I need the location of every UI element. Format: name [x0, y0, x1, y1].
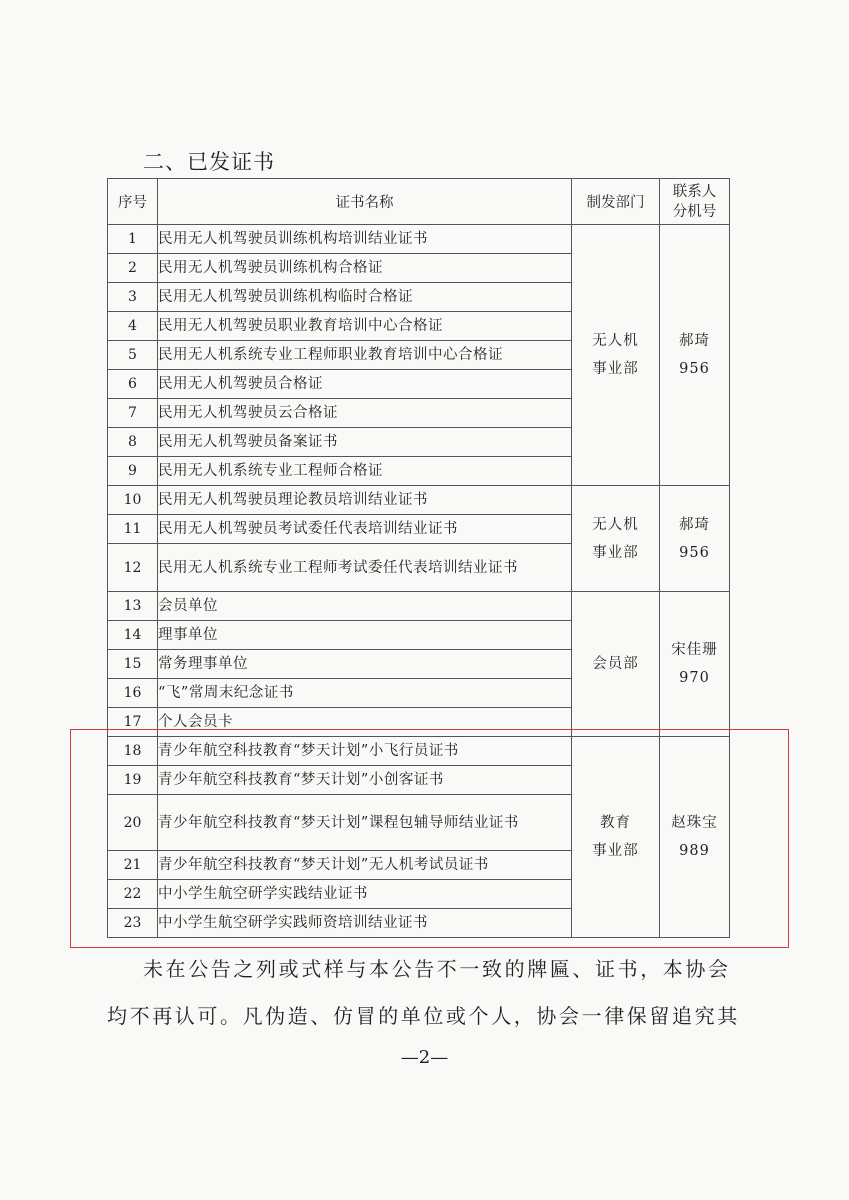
row-number: 3 — [108, 283, 158, 312]
certificate-name: “飞”常周末纪念证书 — [158, 679, 572, 708]
header-number: 序号 — [108, 179, 158, 225]
certificate-name: 青少年航空科技教育“梦天计划”课程包辅导师结业证书 — [158, 795, 572, 851]
department-cell — [572, 225, 660, 486]
row-number: 20 — [108, 795, 158, 851]
department-line2: 事业部 — [592, 361, 639, 377]
department-line2: 事业部 — [592, 544, 639, 561]
row-number: 9 — [108, 457, 158, 486]
table-row — [108, 737, 730, 766]
row-number: 4 — [108, 312, 158, 341]
certificate-name: 民用无人机驾驶员理论教员培训结业证书 — [158, 486, 572, 515]
certificate-name: 民用无人机驾驶员考试委任代表培训结业证书 — [158, 515, 572, 544]
certificate-name: 常务理事单位 — [158, 650, 572, 679]
row-number: 14 — [108, 621, 158, 650]
row-number: 8 — [108, 428, 158, 457]
paragraph-line-1: 未在公告之列或式样与本公告不一致的牌匾、证书，本协会 — [143, 957, 731, 981]
certificate-name: 青少年航空科技教育“梦天计划”无人机考试员证书 — [158, 851, 572, 880]
certificate-name: 民用无人机驾驶员训练机构培训结业证书 — [158, 225, 572, 254]
contact-extension: 956 — [679, 544, 710, 561]
department-line1: 无人机 — [592, 516, 639, 533]
row-number: 19 — [108, 766, 158, 795]
header-contact — [660, 179, 730, 225]
department-line1: 教育 — [600, 815, 631, 831]
page-number: —2— — [400, 1047, 449, 1068]
certificate-name: 民用无人机驾驶员合格证 — [158, 370, 572, 399]
certificate-name: 民用无人机系统专业工程师合格证 — [158, 457, 572, 486]
row-number: 22 — [108, 880, 158, 909]
header-contact-line2: 分机号 — [672, 203, 717, 220]
contact-name: 郝琦 — [679, 516, 710, 533]
certificate-name: 民用无人机驾驶员职业教育培训中心合格证 — [158, 312, 572, 341]
contact-cell — [660, 225, 730, 486]
department-cell — [572, 486, 660, 592]
contact-name: 宋佳珊 — [671, 642, 718, 658]
row-number: 17 — [108, 708, 158, 737]
contact-extension: 970 — [679, 670, 710, 686]
table-row — [108, 225, 730, 254]
header-department: 制发部门 — [572, 179, 660, 225]
certificate-name: 理事单位 — [158, 621, 572, 650]
contact-cell — [660, 486, 730, 592]
contact-name: 郝琦 — [679, 333, 710, 349]
certificate-name: 中小学生航空研学实践师资培训结业证书 — [158, 909, 572, 938]
header-contact-line1: 联系人 — [672, 183, 717, 200]
section-title: 二、已发证书 — [143, 150, 275, 174]
certificate-name: 个人会员卡 — [158, 708, 572, 737]
contact-extension: 989 — [679, 843, 710, 859]
certificate-name: 民用无人机驾驶员训练机构临时合格证 — [158, 283, 572, 312]
row-number: 15 — [108, 650, 158, 679]
row-number: 23 — [108, 909, 158, 938]
certificate-name: 民用无人机驾驶员备案证书 — [158, 428, 572, 457]
contact-cell — [660, 737, 730, 938]
contact-cell — [660, 592, 730, 737]
table-row — [108, 592, 730, 621]
table-header-row — [108, 179, 730, 225]
department-cell — [572, 592, 660, 737]
certificate-name: 中小学生航空研学实践结业证书 — [158, 880, 572, 909]
certificate-name: 会员单位 — [158, 592, 572, 621]
certificate-table — [107, 178, 730, 938]
row-number: 1 — [108, 225, 158, 254]
contact-extension: 956 — [679, 361, 710, 377]
certificate-name: 民用无人机系统专业工程师考试委任代表培训结业证书 — [158, 544, 572, 592]
certificate-name: 民用无人机驾驶员云合格证 — [158, 399, 572, 428]
row-number: 18 — [108, 737, 158, 766]
contact-name: 赵珠宝 — [671, 815, 718, 831]
row-number: 6 — [108, 370, 158, 399]
row-number: 21 — [108, 851, 158, 880]
row-number: 10 — [108, 486, 158, 515]
certificate-name: 民用无人机系统专业工程师职业教育培训中心合格证 — [158, 341, 572, 370]
header-name: 证书名称 — [158, 179, 572, 225]
row-number: 7 — [108, 399, 158, 428]
row-number: 13 — [108, 592, 158, 621]
certificate-name: 青少年航空科技教育“梦天计划”小创客证书 — [158, 766, 572, 795]
department-line1: 会员部 — [592, 656, 639, 672]
certificate-name: 民用无人机驾驶员训练机构合格证 — [158, 254, 572, 283]
row-number: 5 — [108, 341, 158, 370]
row-number: 11 — [108, 515, 158, 544]
row-number: 12 — [108, 544, 158, 592]
department-cell — [572, 737, 660, 938]
department-line1: 无人机 — [592, 333, 639, 349]
row-number: 16 — [108, 679, 158, 708]
table-row — [108, 486, 730, 515]
paragraph-line-2: 均不再认可。凡伪造、仿冒的单位或个人，协会一律保留追究其 — [107, 1004, 740, 1028]
certificate-name: 青少年航空科技教育“梦天计划”小飞行员证书 — [158, 737, 572, 766]
row-number: 2 — [108, 254, 158, 283]
department-line2: 事业部 — [592, 843, 639, 859]
